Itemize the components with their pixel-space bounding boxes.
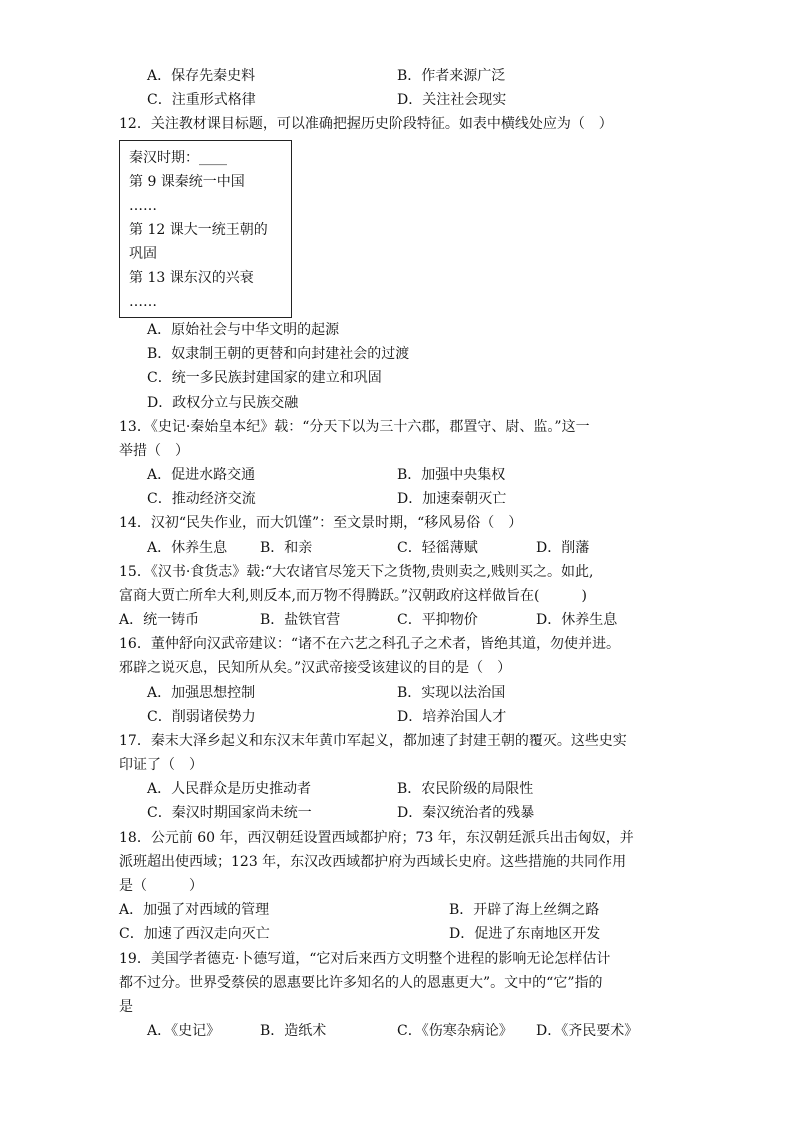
q12-option-b: B．奴隶制王朝的更替和向封建社会的过渡 (147, 346, 410, 362)
q19-option-c: C．《伤寒杂病论》 (397, 1023, 513, 1039)
q12-box-line-3: …… (129, 198, 157, 214)
q18-option-c: C．加速了西汉走向灭亡 (119, 926, 270, 942)
q15-option-c: C．平抑物价 (397, 612, 478, 628)
q12-option-c: C．统一多民族封建国家的建立和巩固 (147, 370, 382, 386)
q14-stem: 14．汉初“民失作业，而大饥馑”：至文景时期，“移风易俗（ ） (119, 515, 523, 531)
q17-option-c: C．秦汉时期国家尚未统一 (147, 805, 312, 821)
q11-option-b: B．作者来源广泛 (397, 68, 506, 84)
q17-option-a: A．人民群众是历史推动者 (147, 781, 312, 797)
q12-box-line-6: 第 13 课东汉的兴衰 (129, 270, 254, 286)
q12-box-line-7: …… (129, 294, 157, 310)
q14-option-c: C．轻徭薄赋 (397, 540, 478, 556)
q11-option-a: A．保存先秦史料 (147, 68, 256, 84)
q15-stem-line-1: 15．《汉书·食货志》载:“大农诸官尽笼天下之货物,贵则卖之,贱则买之。如此, (119, 564, 594, 580)
q14-option-b: B．和亲 (260, 540, 313, 556)
q12-box-line-4: 第 12 课大一统王朝的 (129, 222, 268, 238)
q12-box-line-1: 秦汉时期：____ (129, 150, 227, 166)
q16-option-d: D．培养治国人才 (397, 709, 507, 725)
q13-option-a: A．促进水路交通 (147, 467, 256, 483)
q16-option-c: C．削弱诸侯势力 (147, 709, 256, 725)
q13-stem-line-2: 举措（ ） (119, 443, 189, 459)
q18-option-b: B．开辟了海上丝绸之路 (449, 902, 600, 918)
q17-stem-line-1: 17．秦末大泽乡起义和东汉末年黄巾军起义，都加速了封建王朝的覆灭。这些史实 (119, 733, 627, 749)
q13-option-c: C．推动经济交流 (147, 491, 256, 507)
q12-option-d: D．政权分立与民族交融 (147, 395, 299, 411)
q12-stem: 12．关注教材课目标题，可以准确把握历史阶段特征。如表中横线处应为（ ） (119, 116, 613, 132)
q15-option-a: A．统一铸币 (119, 612, 200, 628)
q15-option-b: B．盐铁官营 (260, 612, 341, 628)
q19-option-a: A．《史记》 (147, 1023, 221, 1039)
q12-table-box (119, 140, 292, 318)
q16-stem-line-1: 16．董仲舒向汉武帝建议：“诸不在六艺之科孔子之术者，皆绝其道，勿使并进。 (119, 636, 620, 652)
q19-option-d: D．《齐民要术》 (536, 1023, 639, 1039)
q11-option-d: D．关注社会现实 (397, 92, 507, 108)
q14-option-d: D．削藩 (536, 540, 590, 556)
q16-stem-line-2: 邪辟之说灭息，民知所从矣。”汉武帝接受该建议的目的是（ ） (119, 660, 512, 676)
q16-option-b: B．实现以法治国 (397, 685, 506, 701)
q18-stem-line-2: 派班超出使西域；123 年，东汉改西域都护府为西域长史府。这些措施的共同作用 (119, 854, 627, 870)
q11-option-c: C．注重形式格律 (147, 92, 256, 108)
q19-stem-line-3: 是 (119, 999, 133, 1015)
q14-option-a: A．休养生息 (147, 540, 228, 556)
q18-option-a: A．加强了对西域的管理 (119, 902, 270, 918)
q16-option-a: A．加强思想控制 (147, 685, 256, 701)
q13-stem-line-1: 13．《史记·秦始皇本纪》载：“分天下以为三十六郡，郡置守、尉、监。”这一 (119, 419, 590, 435)
q15-option-d: D．休养生息 (536, 612, 618, 628)
q12-option-a: A．原始社会与中华文明的起源 (147, 322, 340, 338)
q19-stem-line-1: 19．美国学者德克·卜德写道，“它对后来西方文明整个进程的影响无论怎样估计 (119, 951, 611, 967)
q18-option-d: D．促进了东南地区开发 (449, 926, 601, 942)
q17-stem-line-2: 印证了（ ） (119, 757, 203, 773)
q19-option-b: B．造纸术 (260, 1023, 327, 1039)
q15-stem-line-2: 富商大贾亡所牟大利,则反本,而万物不得腾跃。”汉朝政府这样做旨在( ) (119, 588, 587, 604)
q18-stem-line-1: 18．公元前 60 年，西汉朝廷设置西域都护府；73 年，东汉朝廷派兵出击匈奴，并 (119, 830, 634, 846)
q13-option-d: D．加速秦朝灭亡 (397, 491, 507, 507)
q18-stem-line-3: 是（ ） (119, 878, 203, 894)
q19-stem-line-2: 都不过分。世界受蔡侯的恩惠要比许多知名的人的恩惠更大”。文中的“它”指的 (119, 975, 603, 991)
q17-option-b: B．农民阶级的局限性 (397, 781, 534, 797)
q17-option-d: D．秦汉统治者的残暴 (397, 805, 535, 821)
q13-option-b: B．加强中央集权 (397, 467, 506, 483)
q12-box-line-2: 第 9 课秦统一中国 (129, 174, 245, 190)
q12-box-line-5: 巩固 (129, 246, 157, 262)
